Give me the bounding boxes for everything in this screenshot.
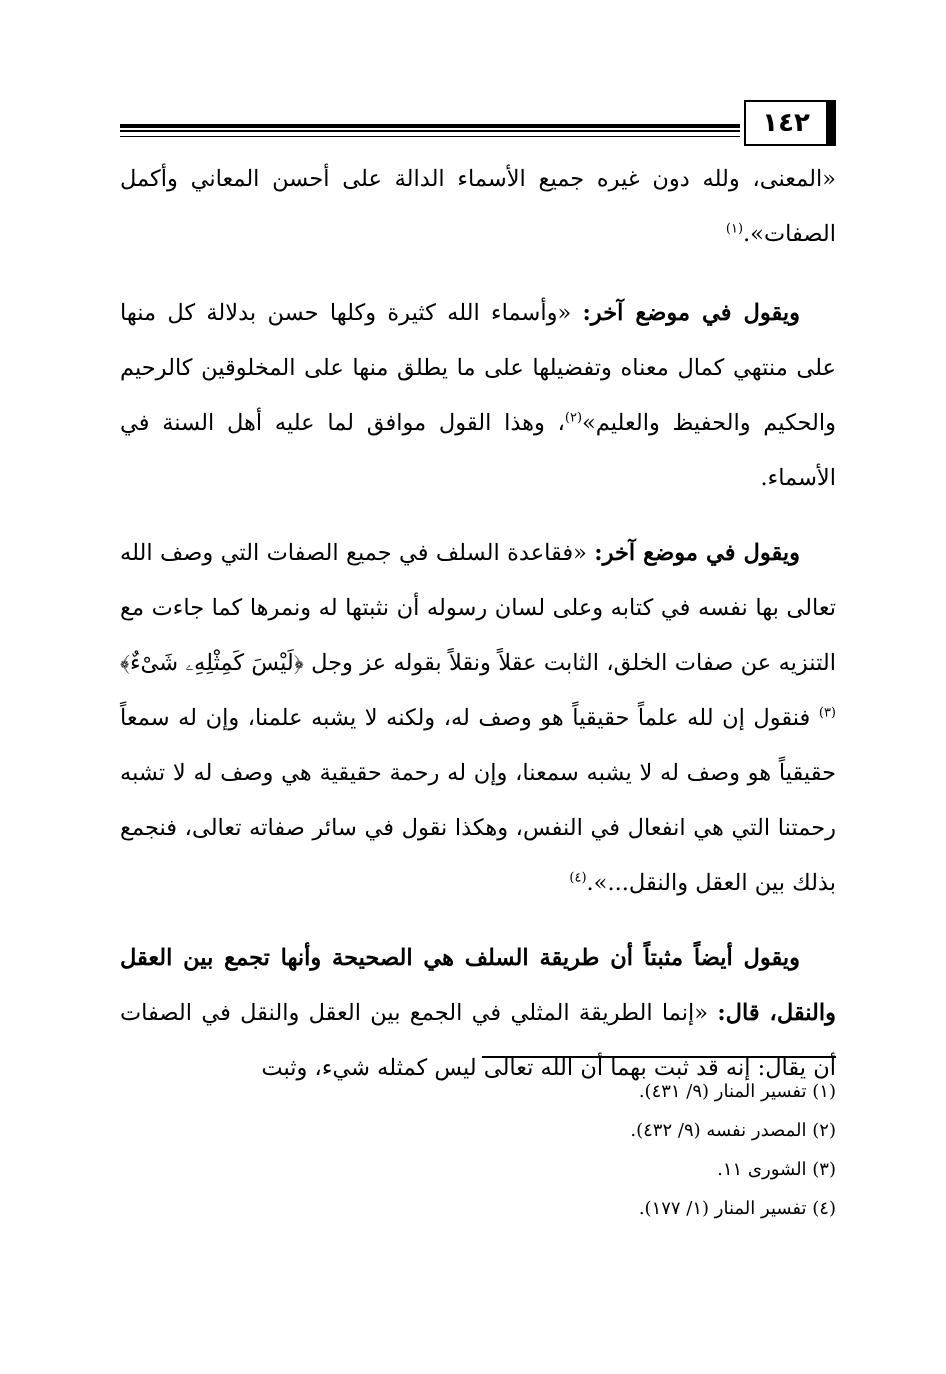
footnote-divider [482, 1056, 836, 1058]
paragraph-3 [120, 526, 836, 911]
footnotes [120, 1072, 836, 1228]
footnote-1: (١) تفسير المنار (٩/ ٤٣١). [638, 1081, 836, 1102]
paragraph-2 [120, 286, 836, 506]
header-rule-thin [120, 136, 740, 137]
main-text [120, 152, 836, 1116]
paragraph-3-quote: «فقاعدة السلف في جميع الصفات التي وصف الله تعالى بها نفسه في كتابه وعلى لسان رسوله أن نثبتها له ونمرها كما جاءت مع التنزيه عن صفات الخلق، الثابت عقلاً ونقلاً بقوله عز وجل ﴿لَيْسَ كَمِثْلِهِۦ شَىْءٌ﴾ [120, 540, 836, 676]
footnote-ref-2: (٢) [564, 410, 583, 426]
paragraph-1-text: «المعنى، ولله دون غيره جميع الأسماء الدالة على أحسن المعاني وأكمل الصفات». [120, 166, 836, 247]
footnote-ref-1: (١) [725, 221, 744, 237]
paragraph-2-tail: ، وهذا القول موافق لما عليه أهل السنة في الأسماء. [120, 410, 836, 491]
footnote-4: (٤) تفسير المنار (١/ ١٧٧). [638, 1198, 836, 1219]
footnote-ref-3: (٣) [818, 705, 836, 721]
page-number: ١٤٢ [744, 100, 836, 146]
paragraph-2-lead: ويقول في موضع آخر: [582, 300, 800, 326]
paragraph-3-tail: فنقول إن لله علماً حقيقياً هو وصف له، ولكنه لا يشبه علمنا، وإن له سمعاً حقيقياً هو وصف له لا يشبه سمعنا، وإن له رحمة حقيقية هي وصف له لا تشبه رحمتنا التي هي انفعال في النفس، وهكذا نقول في سائر صفاته تعالى، فنجمع بذلك بين العقل والنقل...». [120, 705, 836, 896]
page-header [120, 100, 836, 148]
footnote-ref-4: (٤) [569, 870, 587, 886]
paragraph-3-lead: ويقول في موضع آخر: [594, 540, 800, 566]
paragraph-2-quote: «وأسماء الله كثيرة وكلها حسن بدلالة كل منها على منتهي كمال معناه وتفضيلها على ما يطلق منها على المخلوقين كالرحيم والحكيم والحفيظ والعليم» [120, 300, 836, 436]
header-rule [120, 124, 740, 132]
footnote-3: (٣) الشورى ١١. [717, 1159, 836, 1180]
footnote-2: (٢) المصدر نفسه (٩/ ٤٣٢). [630, 1120, 836, 1141]
paragraph-4-quote: «إنما الطريقة المثلي في الجمع بين العقل والنقل في الصفات أن يقال: إنه قد ثبت بهما أن الله تعالى ليس كمثله شيء، وثبت [120, 1000, 836, 1081]
paragraph-4-lead: ويقول أيضاً مثبتاً أن طريقة السلف هي الصحيحة وأنها تجمع بين العقل والنقل، قال: [120, 945, 836, 1026]
paragraph-1 [120, 152, 836, 262]
